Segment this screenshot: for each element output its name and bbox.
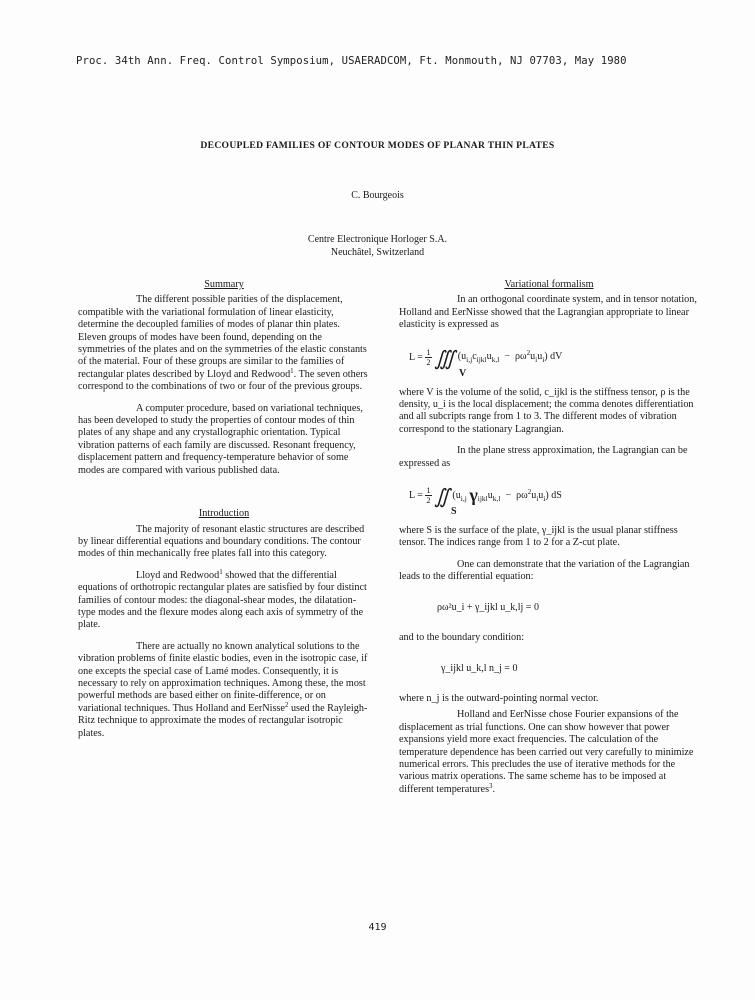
eq-fraction	[425, 486, 431, 505]
eq-lhs: L =	[409, 351, 423, 363]
summary-p1-text: The different possible parities of the displacement, compatible with the variational formulation of linear elasticity, determine the decoupled families of modes of planar thin plates. Eleven groups of modes have been found, depending on the symmetries of the plates and on the symmetries of the elastic constants of the material. Four of these groups are similar to the families of rectangular plates described by Lloyd and Redwood	[78, 294, 367, 380]
intro-paragraph-3	[78, 641, 370, 740]
affiliation-location: Neuchâtel, Switzerland	[330, 247, 425, 258]
formalism-paragraph-7: where n_j is the outward-pointing normal vector.	[399, 692, 599, 704]
summary-p1-tail: . The seven others correspond to the combinations of two or four of the previous groups.	[78, 368, 368, 393]
paper-title: DECOUPLED FAMILIES OF CONTOUR MODES OF PLANAR THIN PLATES	[200, 140, 555, 151]
frac-numerator: 1	[426, 485, 431, 496]
eq-body: ($u_{i,j}$ $\gamma_{ijkl}u_{k,l} - \rho\omega^2u_iu_i$) dS	[452, 484, 562, 505]
summary-paragraph-1	[78, 294, 370, 393]
formalism-paragraph-2: where V is the volume of the solid, c_ijkl is the stiffness tensor, ρ is the density, u_i is the local displacement; the comma denotes differentiation and all subcripts range from 1 to 3. The different modes of vibration correspond to the stationary Lagrangian.	[399, 386, 694, 435]
intro-paragraph-1: The majority of resonant elastic structures are described by linear differential equations and boundary conditions. The contour modes of thin mechanically free plates fall into this category.	[78, 523, 365, 560]
double-integral-icon: ∬	[434, 485, 450, 508]
equation-lagrangian-surface	[409, 484, 699, 518]
summary-heading: Summary	[204, 279, 244, 290]
frac-denominator: 2	[426, 495, 431, 506]
intro-p3-head: There are actually no known analytical solutions to the vibration problems of finite elastic bodies, even in the isotropic case, if one excepts the special case of Lamé modes. Consequently, it is necessary to rely on approximation techniques. Among these, the most powerful methods are based either on finite-difference, or on variational techniques. Thus Holland and EerNisse	[78, 640, 368, 714]
formalism-paragraph-1: In an orthogonal coordinate system, and in tensor notation, Holland and EerNisse showed that the Lagrangian appropriate to linear elasticity is expressed as	[399, 294, 697, 331]
reference-marker: 3	[489, 781, 493, 790]
formalism-paragraph-4: where S is the surface of the plate, γ_ijkl is the usual planar stiffness tensor. The indices range from 1 to 2 for a Z-cut plate.	[399, 525, 678, 549]
triple-integral-icon: ∭	[434, 347, 456, 370]
reference-marker: 2	[284, 700, 289, 709]
formalism-paragraph-5: One can demonstrate that the variation of the Lagrangian leads to the differential equation:	[399, 558, 690, 583]
reference-marker: 1	[290, 366, 294, 375]
intro-paragraph-2	[78, 567, 370, 632]
formalism-paragraph-3: In the plane stress approximation, the Lagrangian can be expressed as	[399, 445, 688, 469]
equation-differential: ρω²u_i + γ_ijkl u_k,lj = 0	[437, 601, 539, 613]
intro-p3-tail: used the Rayleigh-Ritz technique to approximate the modes of rectangular isotropic plates.	[78, 702, 368, 739]
integral-domain: V	[459, 367, 467, 379]
left-column	[78, 279, 370, 749]
variational-formalism-heading: Variational formalism	[504, 279, 594, 290]
eq-lhs: L =	[409, 489, 423, 501]
intro-p2-tail: showed that the differential equations of orthotropic rectangular plates are satisfied by four distinct families of contour modes: the diagonal-shear modes, the dilatation-type modes and the flexure modes along each axis of symmetry of the plate.	[78, 569, 367, 631]
citation-header: Proc. 34th Ann. Freq. Control Symposium, USAERADCOM, Ft. Monmouth, NJ 07703, May 1980	[76, 55, 627, 67]
equation-boundary-condition: γ_ijkl u_k,l n_j = 0	[441, 662, 518, 674]
affiliation	[0, 233, 755, 259]
author: C. Bourgeois	[351, 190, 404, 201]
frac-numerator: 1	[426, 346, 431, 357]
eq-fraction	[425, 348, 431, 367]
eq-body: $(u_{i,j}c_{ijkl}u_{k,l} - \rho\omega^2u_iu_i)$ dV	[457, 349, 563, 365]
formalism-paragraph-8	[399, 709, 699, 796]
reference-marker: 1	[219, 567, 223, 576]
integral-domain: S	[451, 506, 457, 518]
page-number: 419	[368, 922, 387, 933]
summary-paragraph-2: A computer procedure, based on variational techniques, has been developed to study the properties of contour modes of thin plates of any shape and any crystallographic orientation. Typical vibration patterns of each family are discussed. Resonant frequency, displacement pattern and frequency-temperature behavior of some modes are compared with various published data.	[78, 402, 363, 476]
right-column	[399, 279, 699, 805]
frac-denominator: 2	[426, 356, 431, 367]
p8-head: Holland and EerNisse chose Fourier expansions of the displacement as trial functions. One can show however that power expansions yield more exact frequencies. The calculation of the temperature dependence has been carried out very carefully to minimize numerical errors. This precludes the use of iterative methods for the various matrix operations. The same scheme has to be imposed at different temperatures	[399, 709, 694, 795]
intro-p2-head: Lloyd and Redwood	[136, 569, 220, 581]
p8-tail: .	[492, 783, 496, 795]
affiliation-institution: Centre Electronique Horloger S.A.	[307, 234, 448, 245]
formalism-paragraph-6: and to the boundary condition:	[399, 632, 525, 644]
equation-lagrangian-volume	[409, 346, 699, 379]
introduction-heading: Introduction	[198, 508, 250, 520]
